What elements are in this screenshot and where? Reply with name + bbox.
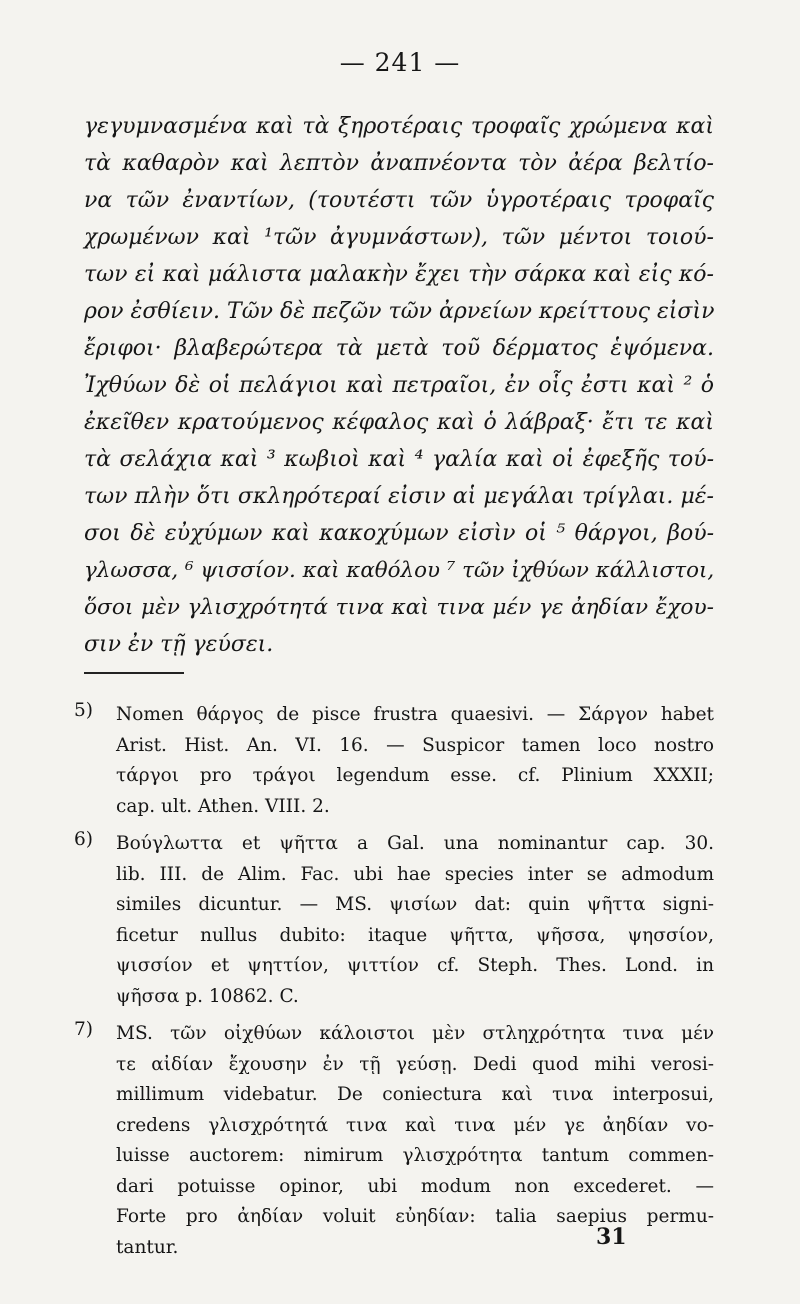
footnote-line: ψισσίον et ψηττίον, ψιττίον cf. Steph. Thes. Lond. in xyxy=(116,955,714,976)
footnote-6 xyxy=(74,829,714,1012)
footnote-line: similes dicuntur. — MS. ψισίων dat: quin ψῆττα signi- xyxy=(116,894,714,915)
footnote-line: dari potuisse opinor, ubi modum non excederet. — xyxy=(116,1175,714,1197)
footnote-line: MS. τῶν οἰχθύων κάλοιστοι μὲν στληχρότητα τινα μέν xyxy=(116,1023,714,1044)
footnote-line: Arist. Hist. An. VI. 16. — Suspicor tamen loco nostro xyxy=(116,734,714,756)
greek-line: ἔριφοι· βλαβερώτερα τὰ μετὰ τοῦ δέρματος ἑψόμενα. xyxy=(84,336,714,361)
greek-line: χρωμένων καὶ ¹τῶν ἀγυμνάστων), τῶν μέντοι τοιού- xyxy=(84,225,714,250)
footnote-line: Nomen θάργος de pisce frustra quaesivi. — Σάργον habet xyxy=(116,704,714,725)
greek-body-text xyxy=(84,108,714,663)
footnote-line: Βούγλωττα et ψῆττα a Gal. una nominantur cap. 30. xyxy=(116,833,714,854)
greek-line: των εἰ καὶ μάλιστα μαλακὴν ἔχει τὴν σάρκα καὶ εἰς κό- xyxy=(84,262,714,287)
footnote-line: ψῆσσα p. 10862. C. xyxy=(116,985,299,1007)
greek-line: γεγυμνασμένα καὶ τὰ ξηροτέραις τροφαῖς χρώμενα καὶ xyxy=(84,114,714,139)
footnote-line: cap. ult. Athen. VIII. 2. xyxy=(116,795,330,817)
greek-line: Ἰχθύων δὲ οἱ πελάγιοι καὶ πετραῖοι, ἐν οἷς ἐστι καὶ ² ὁ xyxy=(84,373,714,398)
footnote-line: tantur. xyxy=(116,1236,179,1258)
footnote-line: τε αἰδίαν ἔχουσην ἐν τῇ γεύσῃ. Dedi quod mihi verosi- xyxy=(116,1053,714,1075)
greek-line: ὅσοι μὲν γλισχρότητά τινα καὶ τινα μέν γε ἀηδίαν ἔχου- xyxy=(84,595,714,620)
greek-line: να τῶν ἐναντίων, (τουτέστι τῶν ὑγροτέραις τροφαῖς xyxy=(84,188,714,213)
footnote-line: Forte pro ἀηδίαν voluit εὐηδίαν: talia saepius permu- xyxy=(116,1206,714,1227)
footnote-number: 5) xyxy=(74,700,93,721)
greek-line: των πλὴν ὅτι σκληρότεραί εἰσιν αἱ μεγάλαι τρίγλαι. μέ- xyxy=(84,484,714,509)
signature-mark: 31 xyxy=(596,1224,627,1250)
greek-line: γλωσσα, ⁶ ψισσίον. καὶ καθόλου ⁷ τῶν ἰχθύων κάλλιστοι, xyxy=(84,558,715,583)
footnote-line: credens γλισχρότητά τινα καὶ τινα μέν γε ἀηδίαν vo- xyxy=(116,1114,714,1136)
footnote-line: millimum videbatur. De coniectura καὶ τινα interposui, xyxy=(116,1084,714,1105)
footnote-number: 6) xyxy=(74,829,93,850)
greek-line: τὰ καθαρὸν καὶ λεπτὸν ἀναπνέοντα τὸν ἀέρα βελτίο- xyxy=(84,151,714,176)
greek-line: ρον ἐσθίειν. Τῶν δὲ πεζῶν τῶν ἀρνείων κρείττους εἰσὶν xyxy=(84,299,715,324)
greek-line: ἐκεῖθεν κρατούμενος κέφαλος καὶ ὁ λάβραξ· ἔτι τε καὶ xyxy=(84,410,714,435)
footnote-number: 7) xyxy=(74,1019,93,1040)
footnote-line: ficetur nullus dubito: itaque ψῆττα, ψῆσσα, ψησσίον, xyxy=(116,924,714,946)
footnote-5 xyxy=(74,700,714,822)
footnote-line: τάργοι pro τράγοι legendum esse. cf. Plinium XXXII; xyxy=(116,765,714,786)
greek-line: σοι δὲ εὐχύμων καὶ κακοχύμων εἰσὶν οἱ ⁵ θάργοι, βού- xyxy=(84,521,714,546)
footnote-line: lib. III. de Alim. Fac. ubi hae species inter se admodum xyxy=(116,863,714,885)
greek-line: σιν ἐν τῇ γεύσει. xyxy=(84,632,274,657)
greek-line: τὰ σελάχια καὶ ³ κωβιοὶ καὶ ⁴ γαλία καὶ οἱ ἐφεξῆς τού- xyxy=(84,447,714,472)
footnote-divider xyxy=(84,672,184,674)
page-number: — 241 — xyxy=(339,48,461,77)
footnotes xyxy=(74,700,714,1270)
footnote-line: luisse auctorem: nimirum γλισχρότητα tantum commen- xyxy=(116,1145,714,1166)
